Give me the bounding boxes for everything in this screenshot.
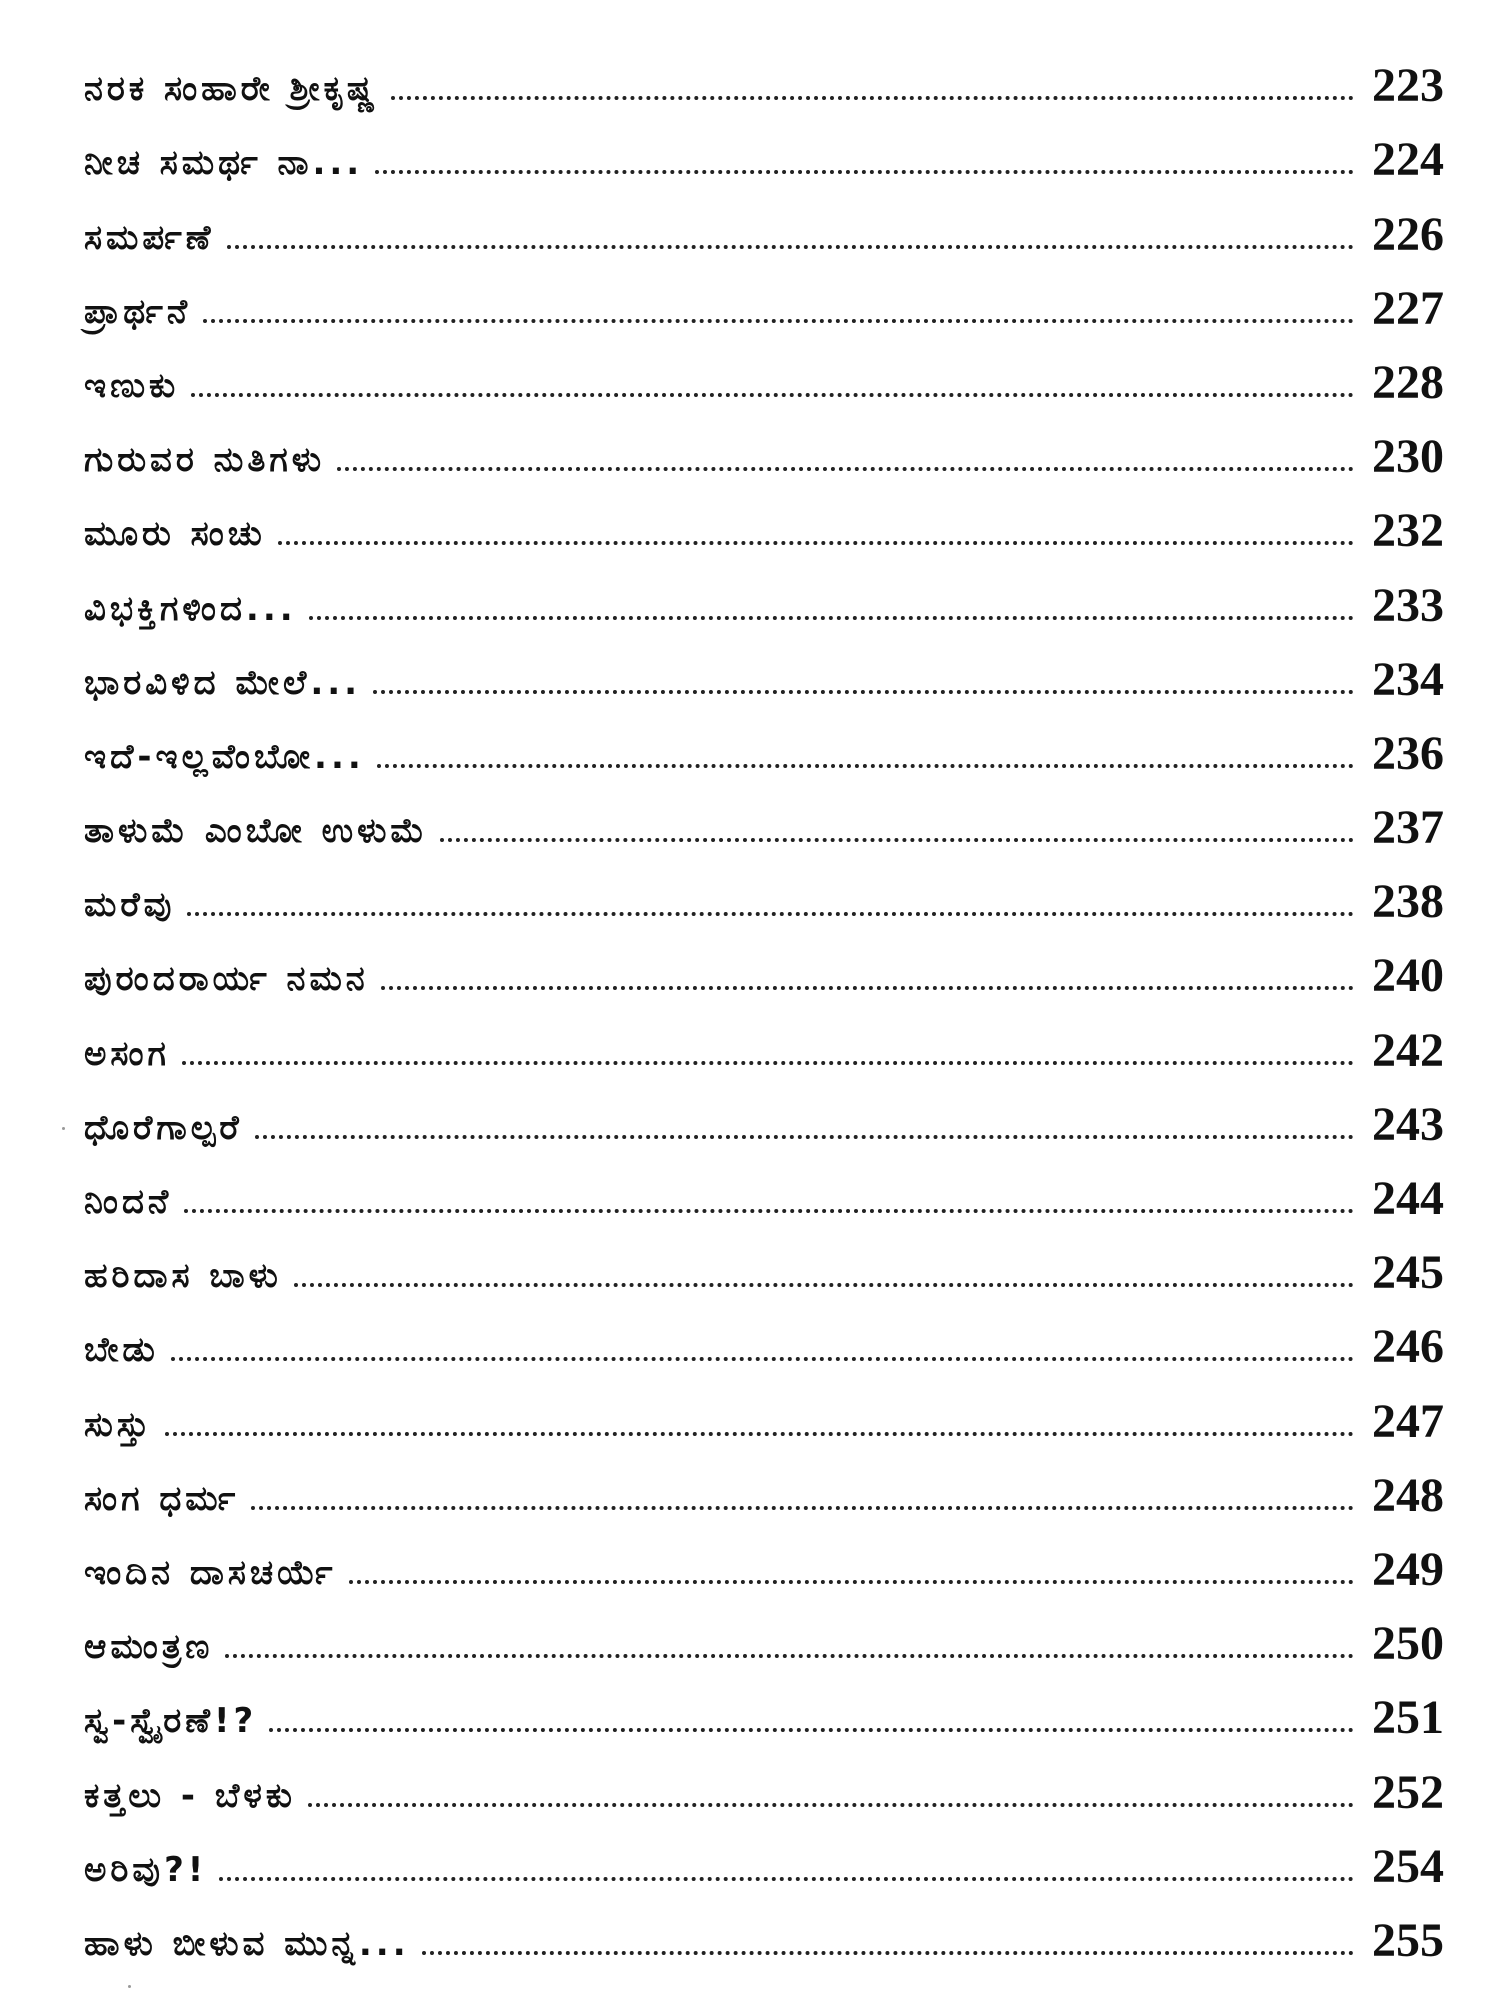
toc-entry [84, 335, 1444, 409]
print-speck [62, 1127, 65, 1130]
toc-entry [84, 409, 1444, 483]
toc-entry-title: ನರಕ ಸಂಹಾರೇ ಶ್ರೀಕೃಷ್ಣ [84, 69, 379, 110]
toc-entry-title: ನೀಚ ಸಮರ್ಥ ನಾ... [84, 143, 364, 184]
toc-entry [84, 1596, 1444, 1670]
toc-entry [84, 1893, 1444, 1967]
toc-entry-page: 230 [1372, 430, 1444, 484]
toc-entry-title: ಪ್ರಾರ್ಥನೆ [84, 291, 192, 332]
toc-entry-page: 250 [1372, 1617, 1444, 1671]
toc-entry-page: 255 [1372, 1913, 1444, 1967]
dot-leader [294, 1283, 1354, 1287]
toc-entry [84, 1299, 1444, 1373]
toc-entry-page: 224 [1372, 133, 1444, 187]
toc-entry-page: 234 [1372, 652, 1444, 706]
dot-leader [219, 1877, 1354, 1881]
dot-leader [422, 1951, 1354, 1955]
toc-entry [84, 928, 1444, 1002]
toc-entry [84, 186, 1444, 260]
toc-entry-title: ಬೇಡು [84, 1330, 159, 1371]
dot-leader [165, 1432, 1354, 1436]
toc-entry-title: ಸುಸ್ತು [84, 1404, 153, 1445]
toc-entry-page: 245 [1372, 1246, 1444, 1300]
dot-leader [381, 986, 1354, 990]
toc-entry-title: ಮರೆವು [84, 885, 176, 926]
toc-entry-page: 248 [1372, 1468, 1444, 1522]
print-speck [128, 1985, 131, 1988]
toc-entry-page: 244 [1372, 1172, 1444, 1225]
toc-entry-title: ಸಮರ್ಪಣೆ [84, 217, 215, 258]
toc-entry-title: ಇಣುಕು [84, 365, 180, 406]
dot-leader [171, 1357, 1354, 1361]
dot-leader [349, 1580, 1355, 1584]
toc-entry-page: 246 [1372, 1320, 1444, 1374]
toc-entry-page: 249 [1372, 1542, 1444, 1596]
toc-entry-title: ಮೂರು ಸಂಚು [84, 514, 266, 555]
toc-entry-page: 254 [1372, 1839, 1444, 1893]
toc-entry [84, 1077, 1444, 1151]
toc-entry [84, 854, 1444, 928]
toc-entry [84, 261, 1444, 335]
dot-leader [391, 96, 1354, 100]
toc-entry-page: 236 [1372, 726, 1444, 780]
toc-entry-page: 227 [1372, 281, 1444, 335]
toc-entry-title: ಇಂದಿನ ದಾಸಚರ್ಯೆ [84, 1552, 337, 1593]
toc-entry [84, 1225, 1444, 1299]
toc-entry [84, 1744, 1444, 1818]
toc-entry-title: ಗುರುವರ ನುತಿಗಳು [84, 440, 326, 481]
toc-entry [84, 632, 1444, 706]
toc-entry [84, 38, 1444, 112]
toc-entry [84, 483, 1444, 557]
toc-entry-page: 243 [1372, 1097, 1444, 1151]
toc-entry [84, 1002, 1444, 1076]
toc-entry [84, 1373, 1444, 1447]
toc-entry-title: ಆಮಂತ್ರಣ [84, 1627, 214, 1668]
toc-entry-page: 252 [1372, 1765, 1444, 1819]
dot-leader [278, 541, 1354, 545]
toc-entry-title: ನಿಂದನೆ [84, 1182, 173, 1222]
dot-leader [251, 1506, 1354, 1510]
dot-leader [309, 616, 1354, 620]
dot-leader [255, 1135, 1354, 1139]
toc-entry [84, 1819, 1444, 1893]
toc-entry-page: 238 [1372, 875, 1444, 929]
dot-leader [203, 319, 1354, 323]
toc-entry-page: 237 [1372, 801, 1444, 855]
dot-leader [225, 1654, 1354, 1658]
toc-entry-title: ಸಂಗ ಧರ್ಮ [84, 1478, 240, 1519]
dot-leader [373, 690, 1354, 694]
toc-entry-title: ಭಾರವಿಳಿದ ಮೇಲೆ... [84, 662, 362, 703]
toc-entry-page: 226 [1372, 207, 1444, 261]
toc-entry-page: 251 [1372, 1691, 1444, 1745]
toc-entry [84, 1522, 1444, 1596]
dot-leader [308, 1803, 1354, 1807]
toc-entry [84, 780, 1444, 854]
toc-entry-page: 233 [1372, 578, 1444, 632]
toc-entry-page: 247 [1372, 1394, 1444, 1448]
dot-leader [227, 245, 1354, 249]
toc-entry-title: ತಾಳುಮೆ ಎಂಬೋ ಉಳುಮೆ [84, 811, 429, 852]
dot-leader [184, 1209, 1354, 1213]
dot-leader [182, 1061, 1354, 1065]
toc-entry-title: ವಿಭಕ್ತಿಗಳಿಂದ... [84, 588, 297, 629]
toc-entry [84, 1151, 1444, 1225]
dot-leader [377, 764, 1354, 768]
toc-entry-page: 223 [1372, 59, 1444, 113]
toc-entry-page: 228 [1372, 355, 1444, 409]
toc-entry-title: ಸ್ವ-ಸ್ವೈರಣೆ!? [84, 1701, 258, 1742]
table-of-contents [84, 38, 1444, 1967]
dot-leader [191, 393, 1354, 397]
toc-entry-title: ಇದೆ-ಇಲ್ಲವೆಂಬೋ... [84, 736, 365, 777]
dot-leader [375, 170, 1354, 174]
toc-entry-title: ಧೊರೆಗಾಲ್ಪರೆ [84, 1107, 243, 1148]
toc-entry [84, 112, 1444, 186]
dot-leader [269, 1728, 1354, 1732]
toc-entry-title: ಹರಿದಾಸ ಬಾಳು [84, 1256, 282, 1297]
toc-entry-page: 242 [1372, 1023, 1444, 1077]
toc-entry [84, 706, 1444, 780]
toc-entry [84, 1670, 1444, 1744]
toc-entry-title: ಅರಿವು?! [84, 1849, 208, 1890]
dot-leader [187, 912, 1354, 916]
toc-entry-title: ಪುರಂದರಾರ್ಯ ನಮನ [84, 959, 369, 1000]
toc-entry-page: 240 [1372, 949, 1444, 1003]
toc-entry-title: ಹಾಳು ಬೀಳುವ ಮುನ್ನ... [84, 1923, 410, 1964]
dot-leader [440, 838, 1354, 842]
toc-entry-title: ಅಸಂಗ [84, 1033, 170, 1074]
toc-entry-page: 232 [1372, 504, 1444, 558]
toc-entry-title: ಕತ್ತಲು - ಬೆಳಕು [84, 1775, 296, 1816]
dot-leader [337, 467, 1354, 471]
toc-entry [84, 1448, 1444, 1522]
toc-entry [84, 557, 1444, 631]
